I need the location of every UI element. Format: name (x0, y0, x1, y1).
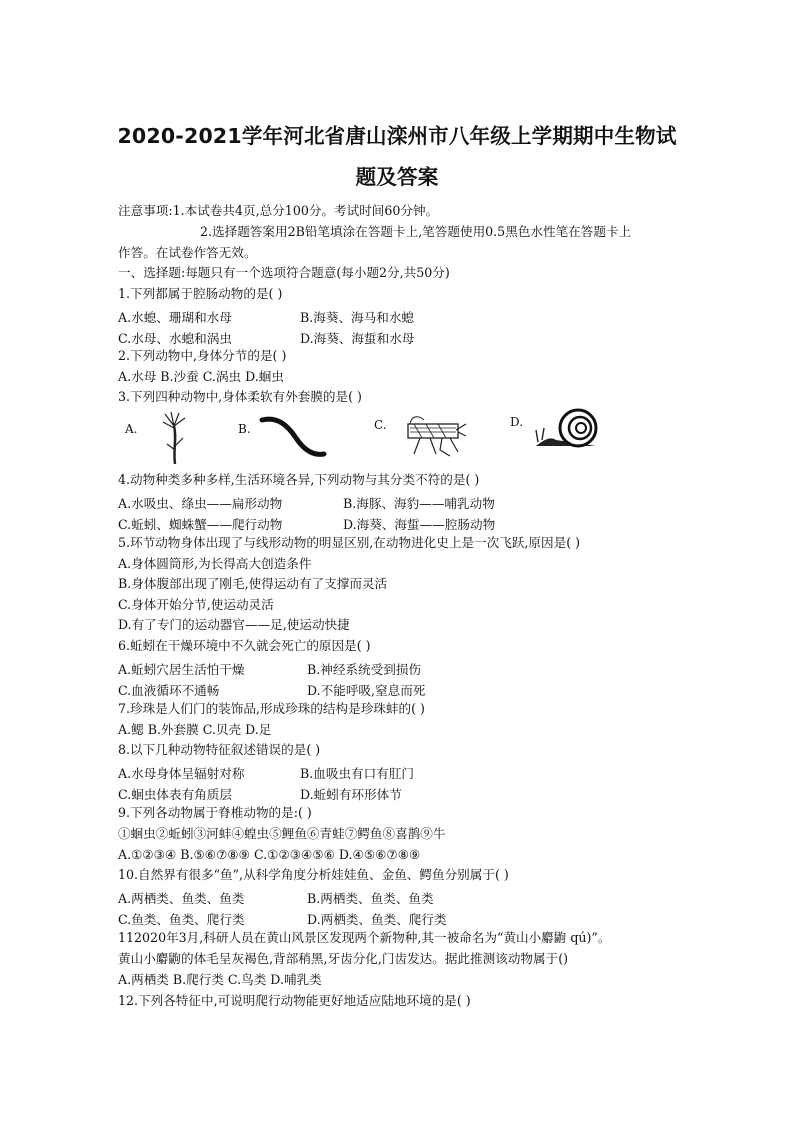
question-4-option-b: B.海豚、海豹——哺乳动物 (343, 496, 495, 511)
question-4-stem: 4.动物种类多种多样,生活环境各异,下列动物与其分类不符的是( ) (118, 472, 480, 487)
question-9-options: A.①②③④ B.⑤⑥⑦⑧⑨ C.①②③④⑤⑥ D.④⑤⑥⑦⑧⑨ (118, 847, 421, 862)
question-7-stem: 7.珍珠是人们门的装饰品,形成珍珠的结构是珍珠蚌的( ) (118, 701, 425, 716)
question-5-option-d: D.有了专门的运动器官——足,使运动快捷 (118, 617, 350, 632)
question-4-option-a: A.水吸虫、绦虫——扁形动物 (118, 496, 283, 511)
section-heading: 一、选择题:每题只有一个选项符合题意(每小题2分,共50分) (118, 265, 450, 280)
question-6-option-a: A.蚯蚓穴居生活怕干燥 (118, 662, 245, 677)
question-11-stem-2: 黄山小麝鼩的体毛呈灰褐色,背部稍黑,牙齿分化,门齿发达。据此推测该动物属于() (118, 951, 569, 966)
question-7-options: A.鳃 B.外套膜 C.贝壳 D.足 (118, 722, 272, 737)
page-title-line2: 题及答案 (355, 165, 439, 189)
question-1-option-a: A.水螅、珊瑚和水母 (118, 310, 232, 325)
question-5-option-c: C.身体开始分节,使运动灵活 (118, 597, 274, 612)
question-10-option-d: D.两栖类、鱼类、爬行类 (307, 912, 447, 927)
question-8-option-b: B.血吸虫有口有肛门 (300, 766, 415, 781)
question-4-option-d: D.海葵、海蜇——腔肠动物 (343, 517, 496, 532)
hydra-figure (155, 410, 195, 466)
question-5-option-a: A.身体圆筒形,为长得高大创造条件 (118, 556, 312, 571)
question-10-option-a: A.两栖类、鱼类、鱼类 (118, 891, 245, 906)
question-2-options: A.水母 B.沙蚕 C.涡虫 D.蛔虫 (118, 369, 284, 384)
question-9-animal-list: ①蛔虫②蚯蚓③河蚌④蝗虫⑤鲤鱼⑥青蛙⑦鳄鱼⑧喜鹊⑨牛 (118, 826, 446, 841)
grasshopper-figure (400, 410, 468, 458)
question-5-stem: 5.环节动物身体出现了与线形动物的明显区别,在动物进化史上是一次飞跃,原因是( ) (118, 535, 581, 550)
snail-figure (534, 406, 604, 452)
question-10-option-b: B.两栖类、鱼类、鱼类 (307, 891, 434, 906)
notes-line-3: 作答。在试卷作答无效。 (118, 245, 257, 260)
page-title-line1: 2020-2021学年河北省唐山滦州市八年级上学期期中生物试 (117, 124, 677, 148)
question-6-option-b: B.神经系统受到损伤 (307, 662, 422, 677)
question-8-stem: 8.以下几种动物特征叙述错误的是( ) (118, 742, 321, 757)
question-6-option-d: D.不能呼吸,窒息而死 (307, 683, 426, 698)
question-6-option-c: C.血液循环不通畅 (118, 683, 220, 698)
figure-c-label: C. (374, 418, 387, 432)
question-12-stem: 12.下列各特征中,可说明爬行动物能更好地适应陆地环境的是( ) (118, 993, 471, 1008)
notes-line-2: 2.选择题答案用2B铅笔填涂在答题卡上,笔答题使用0.5黑色水性笔在答题卡上 (200, 224, 632, 239)
question-9-stem: 9.下列各动物属于脊椎动物的是:( ) (118, 805, 312, 820)
question-8-option-d: D.蚯蚓有环形体节 (300, 787, 402, 802)
question-1-option-c: C.水母、水螅和涡虫 (118, 331, 232, 346)
notes-line-1: 注意事项:1.本试卷共4页,总分100分。考试时间60分钟。 (118, 203, 439, 218)
question-4-option-c: C.蚯蚓、蜘蛛蟹——爬行动物 (118, 517, 283, 532)
worm-figure (258, 412, 328, 462)
question-1-option-b: B.海葵、海马和水螅 (300, 310, 415, 325)
question-5-option-b: B.身体腹部出现了刚毛,使得运动有了支撑而灵活 (118, 576, 388, 591)
question-8-option-c: C.蛔虫体表有角质层 (118, 787, 232, 802)
question-11-stem-1: 112020年3月,科研人员在黄山风景区发现两个新物种,其一被命名为“黄山小麝鼩 qú)”。 (118, 930, 611, 945)
figure-a-label: A. (125, 422, 138, 436)
figure-d-label: D. (510, 415, 524, 429)
figure-b-label: B. (238, 422, 251, 436)
question-3-stem: 3.下列四种动物中,身体柔软有外套膜的是( ) (118, 389, 362, 404)
question-10-stem: 10.自然界有很多“鱼”,从科学角度分析娃娃鱼、金鱼、鳄鱼分别属于( ) (118, 867, 509, 882)
question-6-stem: 6.蚯蚓在干燥环境中不久就会死亡的原因是( ) (118, 638, 371, 653)
question-1-stem: 1.下列都属于腔肠动物的是( ) (118, 286, 283, 301)
question-10-option-c: C.鱼类、鱼类、爬行类 (118, 912, 245, 927)
question-1-option-d: D.海葵、海蜇和水母 (300, 331, 415, 346)
question-8-option-a: A.水母身体呈辐射对称 (118, 766, 245, 781)
question-2-stem: 2.下列动物中,身体分节的是( ) (118, 348, 287, 363)
question-11-options: A.两栖类 B.爬行类 C.鸟类 D.哺乳类 (118, 972, 322, 987)
